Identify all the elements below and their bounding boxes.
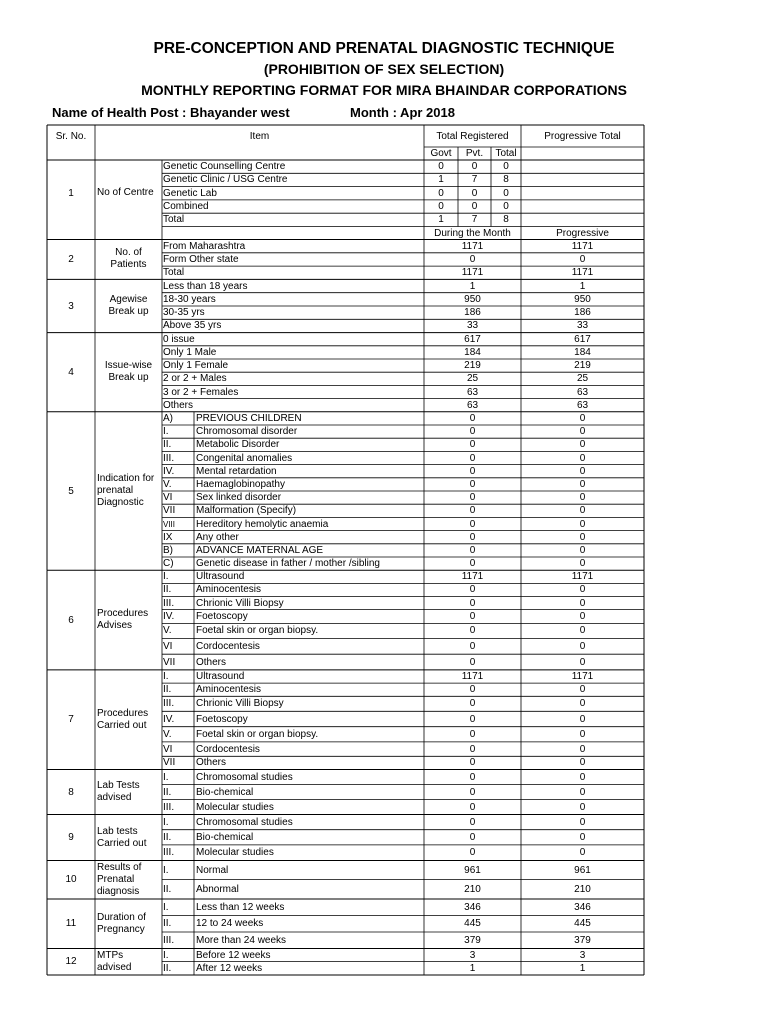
- cell-progressive: 0: [579, 801, 586, 813]
- row-item-label: More than 24 weeks: [196, 934, 287, 946]
- cell-during-month: 0: [469, 558, 476, 570]
- cell-progressive: 1171: [571, 267, 594, 279]
- row-code: I.: [163, 771, 169, 783]
- cell-total: 0: [503, 161, 509, 173]
- row-item-label: Foetal skin or organ biopsy.: [196, 728, 319, 740]
- cell-pvt: 0: [471, 187, 478, 199]
- report-subtitle: (PROHIBITION OF SEX SELECTION): [263, 61, 505, 77]
- cell-progressive: 1: [579, 962, 586, 974]
- section-number: 4: [68, 366, 74, 378]
- cell-progressive: 0: [579, 786, 586, 798]
- section-label: Indication for prenatal Diagnostic: [97, 473, 155, 509]
- cell-progressive: 0: [579, 625, 586, 637]
- row-item-label: Others: [163, 399, 194, 411]
- row-item-label: Genetic Counselling Centre: [163, 161, 286, 173]
- section-number: 11: [65, 918, 77, 930]
- section-label: No. of Patients: [110, 247, 147, 271]
- cell-govt: 0: [438, 201, 444, 213]
- cell-progressive: 0: [579, 439, 586, 451]
- cell-during-month: 1171: [461, 267, 484, 279]
- section-number: 6: [68, 614, 74, 626]
- cell-progressive: 0: [579, 816, 586, 828]
- row-item-label: Above 35 yrs: [163, 320, 222, 332]
- row-item-label: 18-30 years: [163, 293, 216, 305]
- row-code: II.: [163, 883, 172, 895]
- cell-during-month: 63: [466, 386, 479, 398]
- cell-during-month: 950: [464, 293, 481, 305]
- cell-progressive: 1171: [571, 671, 594, 682]
- cell-progressive: 0: [579, 426, 586, 438]
- cell-progressive: 0: [579, 757, 586, 769]
- health-post-label: Name of Health Post : Bhayander west: [52, 105, 290, 120]
- cell-pvt: 7: [471, 214, 478, 226]
- cell-pvt: 0: [471, 201, 478, 213]
- cell-progressive: 0: [579, 771, 586, 783]
- cell-during-month: 0: [469, 847, 476, 859]
- cell-progressive: 0: [579, 597, 586, 609]
- row-item-label: Ultrasound: [196, 571, 245, 583]
- cell-progressive: 1171: [571, 240, 594, 252]
- row-code: II.: [163, 439, 172, 451]
- cell-progressive: 1171: [571, 571, 594, 583]
- cell-during-month: 0: [469, 452, 476, 464]
- row-code: III.: [163, 801, 175, 813]
- section-number: 8: [68, 786, 74, 798]
- cell-during-month: 0: [469, 816, 476, 828]
- row-item-label: From Maharashtra: [163, 240, 246, 252]
- cell-progressive: 0: [579, 492, 586, 504]
- cell-during-month: 0: [469, 640, 476, 652]
- row-code: IV.: [163, 611, 175, 622]
- row-code: II.: [163, 831, 172, 843]
- row-item-label: Molecular studies: [196, 847, 274, 859]
- row-item-label: Foetal skin or organ biopsy.: [196, 625, 319, 637]
- row-item-label: Abnormal: [196, 883, 239, 895]
- cell-during-month: 1171: [461, 571, 484, 583]
- cell-progressive: 0: [579, 713, 586, 725]
- row-code: IV.: [163, 713, 175, 725]
- cell-during-month: 0: [469, 611, 476, 622]
- row-item-label: Chromosomal disorder: [196, 426, 298, 438]
- row-item-label: Others: [196, 656, 227, 668]
- cell-progressive: 0: [579, 558, 586, 570]
- row-item-label: Genetic Clinic / USG Centre: [163, 174, 288, 186]
- cell-during-month: 0: [469, 743, 476, 755]
- cell-progressive: 186: [574, 307, 591, 319]
- row-item-label: Sex linked disorder: [196, 492, 282, 504]
- column-header-item: Item: [249, 130, 270, 142]
- cell-total: 0: [503, 201, 509, 213]
- section-number: 9: [68, 832, 74, 843]
- cell-progressive: 0: [579, 452, 586, 464]
- row-code: II.: [163, 584, 172, 596]
- cell-progressive: 219: [574, 360, 591, 372]
- cell-during-month: 346: [464, 901, 481, 913]
- column-header-total: Total: [495, 148, 517, 159]
- cell-during-month: 186: [464, 307, 481, 319]
- cell-during-month: 0: [469, 544, 476, 556]
- row-item-label: Before 12 weeks: [196, 949, 271, 961]
- row-item-label: Molecular studies: [196, 801, 274, 813]
- cell-progressive: 1: [579, 280, 586, 292]
- row-item-label: Normal: [196, 864, 229, 876]
- row-code: III.: [163, 847, 175, 859]
- section-number: 1: [68, 187, 74, 199]
- cell-during-month: 0: [469, 698, 476, 710]
- section-label: Agewise Break up: [108, 294, 149, 317]
- cell-progressive: 0: [579, 412, 586, 424]
- row-item-label: Less than 12 weeks: [196, 901, 285, 913]
- cell-during-month: 0: [469, 684, 476, 696]
- row-item-label: Hereditory hemolytic anaemia: [196, 518, 329, 530]
- section-label: Lab Tests advised: [97, 780, 140, 803]
- row-item-label: After 12 weeks: [196, 962, 263, 974]
- row-code: V.: [163, 728, 172, 740]
- cell-progressive: 0: [579, 465, 586, 477]
- cell-govt: 0: [438, 161, 444, 173]
- section-number: 3: [68, 300, 74, 312]
- cell-progressive: 25: [576, 373, 589, 385]
- row-item-label: Chrionic Villi Biopsy: [196, 698, 284, 710]
- row-item-label: PREVIOUS CHILDREN: [196, 412, 302, 424]
- row-item-label: 2 or 2 + Males: [163, 373, 227, 385]
- column-header-govt: Govt: [430, 148, 452, 159]
- cell-during-month: 0: [469, 597, 476, 609]
- cell-during-month: 1: [469, 962, 476, 974]
- row-code: I.: [163, 864, 169, 876]
- row-code: I.: [163, 571, 169, 583]
- row-code: VI: [163, 492, 173, 504]
- section-label: Duration of Pregnancy: [97, 911, 146, 935]
- row-code: III.: [163, 597, 175, 609]
- cell-pvt: 7: [471, 174, 478, 186]
- cell-progressive: 63: [576, 386, 589, 398]
- section-label: MTPs advised: [97, 949, 132, 973]
- cell-during-month: 0: [469, 505, 476, 517]
- cell-progressive: 0: [579, 518, 586, 530]
- column-header-total-registered: Total Registered: [436, 130, 509, 142]
- report-title: PRE-CONCEPTION AND PRENATAL DIAGNOSTIC TECHNIQUE: [153, 40, 615, 57]
- cell-during-month: 0: [469, 625, 476, 637]
- cell-progressive: 0: [579, 640, 586, 652]
- row-item-label: Ultrasound: [196, 671, 245, 682]
- cell-during-month: 0: [469, 439, 476, 451]
- row-item-label: Others: [196, 757, 227, 769]
- cell-progressive: 0: [579, 698, 586, 710]
- cell-during-month: 0: [469, 412, 476, 424]
- section-label: Lab tests Carried out: [97, 825, 147, 849]
- row-code: VI: [163, 640, 173, 652]
- row-item-label: 30-35 yrs: [163, 307, 205, 319]
- row-item-label: 0 issue: [163, 333, 195, 345]
- row-code: VIII: [163, 519, 176, 529]
- cell-progressive: 33: [576, 320, 589, 332]
- row-item-label: 12 to 24 weeks: [196, 918, 264, 930]
- column-header-progressive-total: Progressive Total: [544, 130, 621, 142]
- cell-during-month: 0: [469, 728, 476, 740]
- column-header-srno: Sr. No.: [55, 130, 87, 142]
- cell-progressive: 3: [579, 949, 586, 961]
- cell-progressive: 63: [576, 399, 589, 411]
- cell-during-month: 1: [469, 280, 476, 292]
- section-number: 2: [68, 253, 74, 265]
- row-item-label: Bio-chemical: [196, 831, 254, 843]
- row-item-label: Bio-chemical: [196, 786, 254, 798]
- cell-progressive: 379: [574, 934, 591, 946]
- row-item-label: Chromosomal studies: [196, 771, 293, 783]
- cell-during-month: 0: [469, 478, 476, 490]
- row-code: V.: [163, 625, 172, 637]
- cell-during-month: 0: [469, 713, 476, 725]
- row-item-label: Total: [163, 267, 185, 279]
- cell-progressive: 184: [574, 346, 591, 358]
- row-code: I.: [163, 426, 169, 438]
- cell-during-month: 617: [464, 333, 481, 345]
- cell-during-month: 0: [469, 518, 476, 530]
- cell-progressive: 0: [579, 743, 586, 755]
- cell-during-month: 219: [464, 360, 481, 372]
- cell-during-month: 33: [466, 320, 479, 332]
- cell-during-month: 0: [469, 531, 476, 543]
- column-header-pvt: Pvt.: [465, 148, 484, 159]
- row-code: IX: [163, 531, 173, 543]
- row-item-label: Foetoscopy: [196, 713, 248, 725]
- cell-progressive: 0: [579, 505, 586, 517]
- row-code: III.: [163, 934, 175, 946]
- row-code: I.: [163, 901, 169, 913]
- row-item-label: Genetic Lab: [163, 187, 217, 199]
- row-item-label: Congenital anomalies: [196, 452, 293, 464]
- cell-progressive: 0: [579, 544, 586, 556]
- row-item-label: Form Other state: [163, 253, 239, 265]
- row-code: I.: [163, 816, 169, 828]
- section-label: Procedures Advises: [97, 608, 149, 632]
- cell-during-month: 0: [469, 584, 476, 596]
- row-item-label: Any other: [196, 531, 239, 543]
- row-item-label: Aminocentesis: [196, 584, 262, 596]
- cell-progressive: 0: [579, 847, 586, 859]
- cell-progressive: 0: [579, 728, 586, 740]
- cell-during-month: 1171: [461, 240, 484, 252]
- cell-during-month: 445: [464, 918, 481, 930]
- cell-progressive: 0: [579, 831, 586, 843]
- cell-during-month: 379: [464, 934, 481, 946]
- section-label: Issue-wise Break up: [104, 360, 153, 384]
- cell-during-month: 0: [469, 786, 476, 798]
- row-code: A): [163, 412, 173, 424]
- cell-during-month: 210: [464, 883, 481, 895]
- row-code: III.: [163, 452, 175, 464]
- cell-during-month: 3: [469, 949, 476, 961]
- column-header-progressive: Progressive: [556, 227, 609, 239]
- cell-during-month: 63: [466, 399, 479, 411]
- row-code: IV.: [163, 465, 175, 477]
- cell-progressive: 0: [579, 611, 586, 622]
- cell-during-month: 0: [469, 771, 476, 783]
- row-item-label: Only 1 Male: [163, 346, 217, 358]
- cell-during-month: 0: [469, 426, 476, 438]
- cell-during-month: 0: [469, 492, 476, 504]
- cell-during-month: 961: [464, 864, 481, 876]
- cell-during-month: 0: [469, 757, 476, 769]
- row-code: III.: [163, 698, 175, 710]
- row-item-label: Aminocentesis: [196, 684, 262, 696]
- row-code: C): [163, 558, 174, 570]
- row-item-label: Chrionic Villi Biopsy: [196, 597, 284, 609]
- row-item-label: Total: [163, 214, 185, 226]
- cell-total: 8: [503, 214, 509, 226]
- cell-during-month: 0: [469, 801, 476, 813]
- section-number: 10: [65, 874, 77, 886]
- row-item-label: Cordocentesis: [196, 743, 260, 755]
- report-heading: MONTHLY REPORTING FORMAT FOR MIRA BHAINDAR CORPORATIONS: [141, 82, 627, 98]
- row-code: VI: [163, 743, 173, 755]
- row-item-label: Less than 18 years: [163, 280, 248, 292]
- cell-progressive: 617: [574, 333, 591, 345]
- cell-during-month: 0: [469, 253, 476, 265]
- section-label: No of Centre: [97, 187, 154, 199]
- section-label: Results of Prenatal diagnosis: [97, 861, 142, 897]
- cell-pvt: 0: [471, 161, 478, 173]
- row-item-label: Haemaglobinopathy: [196, 478, 285, 490]
- row-item-label: Genetic disease in father / mother /sibling: [196, 558, 380, 570]
- cell-progressive: 0: [579, 584, 586, 596]
- section-number: 12: [65, 956, 77, 968]
- cell-progressive: 346: [574, 901, 591, 913]
- row-code: II.: [163, 684, 172, 696]
- month-label: Month : Apr 2018: [350, 105, 455, 120]
- cell-progressive: 961: [574, 864, 591, 876]
- row-item-label: ADVANCE MATERNAL AGE: [196, 544, 324, 556]
- row-code: II.: [163, 786, 172, 798]
- cell-govt: 0: [438, 187, 444, 199]
- cell-during-month: 25: [466, 373, 479, 385]
- section-number: 7: [68, 714, 74, 726]
- cell-total: 0: [503, 187, 509, 199]
- row-code: II.: [163, 962, 172, 974]
- row-code: VII: [163, 656, 176, 668]
- row-item-label: Cordocentesis: [196, 640, 260, 652]
- cell-govt: 1: [438, 214, 444, 226]
- cell-govt: 1: [438, 174, 444, 186]
- cell-during-month: 184: [464, 346, 481, 358]
- cell-progressive: 0: [579, 531, 586, 543]
- cell-during-month: 1171: [461, 671, 484, 682]
- cell-progressive: 0: [579, 478, 586, 490]
- row-item-label: Chromosomal studies: [196, 816, 293, 828]
- row-item-label: Foetoscopy: [196, 611, 248, 622]
- section-label: Procedures Carried out: [97, 707, 149, 731]
- row-code: VII: [163, 505, 176, 517]
- cell-during-month: 0: [469, 656, 476, 668]
- row-code: V.: [163, 478, 172, 490]
- cell-progressive: 445: [574, 918, 591, 930]
- row-item-label: Mental retardation: [196, 465, 277, 477]
- cell-progressive: 210: [574, 883, 591, 895]
- row-item-label: Only 1 Female: [163, 360, 229, 372]
- row-code: I.: [163, 671, 169, 682]
- column-header-during-month: During the Month: [434, 227, 511, 239]
- cell-during-month: 0: [469, 465, 476, 477]
- cell-progressive: 0: [579, 253, 586, 265]
- row-item-label: Metabolic Disorder: [196, 439, 280, 451]
- cell-total: 8: [503, 174, 509, 186]
- row-code: B): [163, 544, 173, 556]
- row-item-label: Malformation (Specify): [196, 505, 297, 517]
- row-code: II.: [163, 918, 172, 930]
- row-code: I.: [163, 949, 169, 961]
- section-number: 5: [68, 485, 74, 497]
- cell-progressive: 0: [579, 684, 586, 696]
- row-item-label: 3 or 2 + Females: [163, 386, 239, 398]
- cell-progressive: 0: [579, 656, 586, 668]
- cell-progressive: 950: [574, 293, 591, 305]
- row-code: VII: [163, 757, 176, 769]
- cell-during-month: 0: [469, 831, 476, 843]
- row-item-label: Combined: [163, 201, 209, 213]
